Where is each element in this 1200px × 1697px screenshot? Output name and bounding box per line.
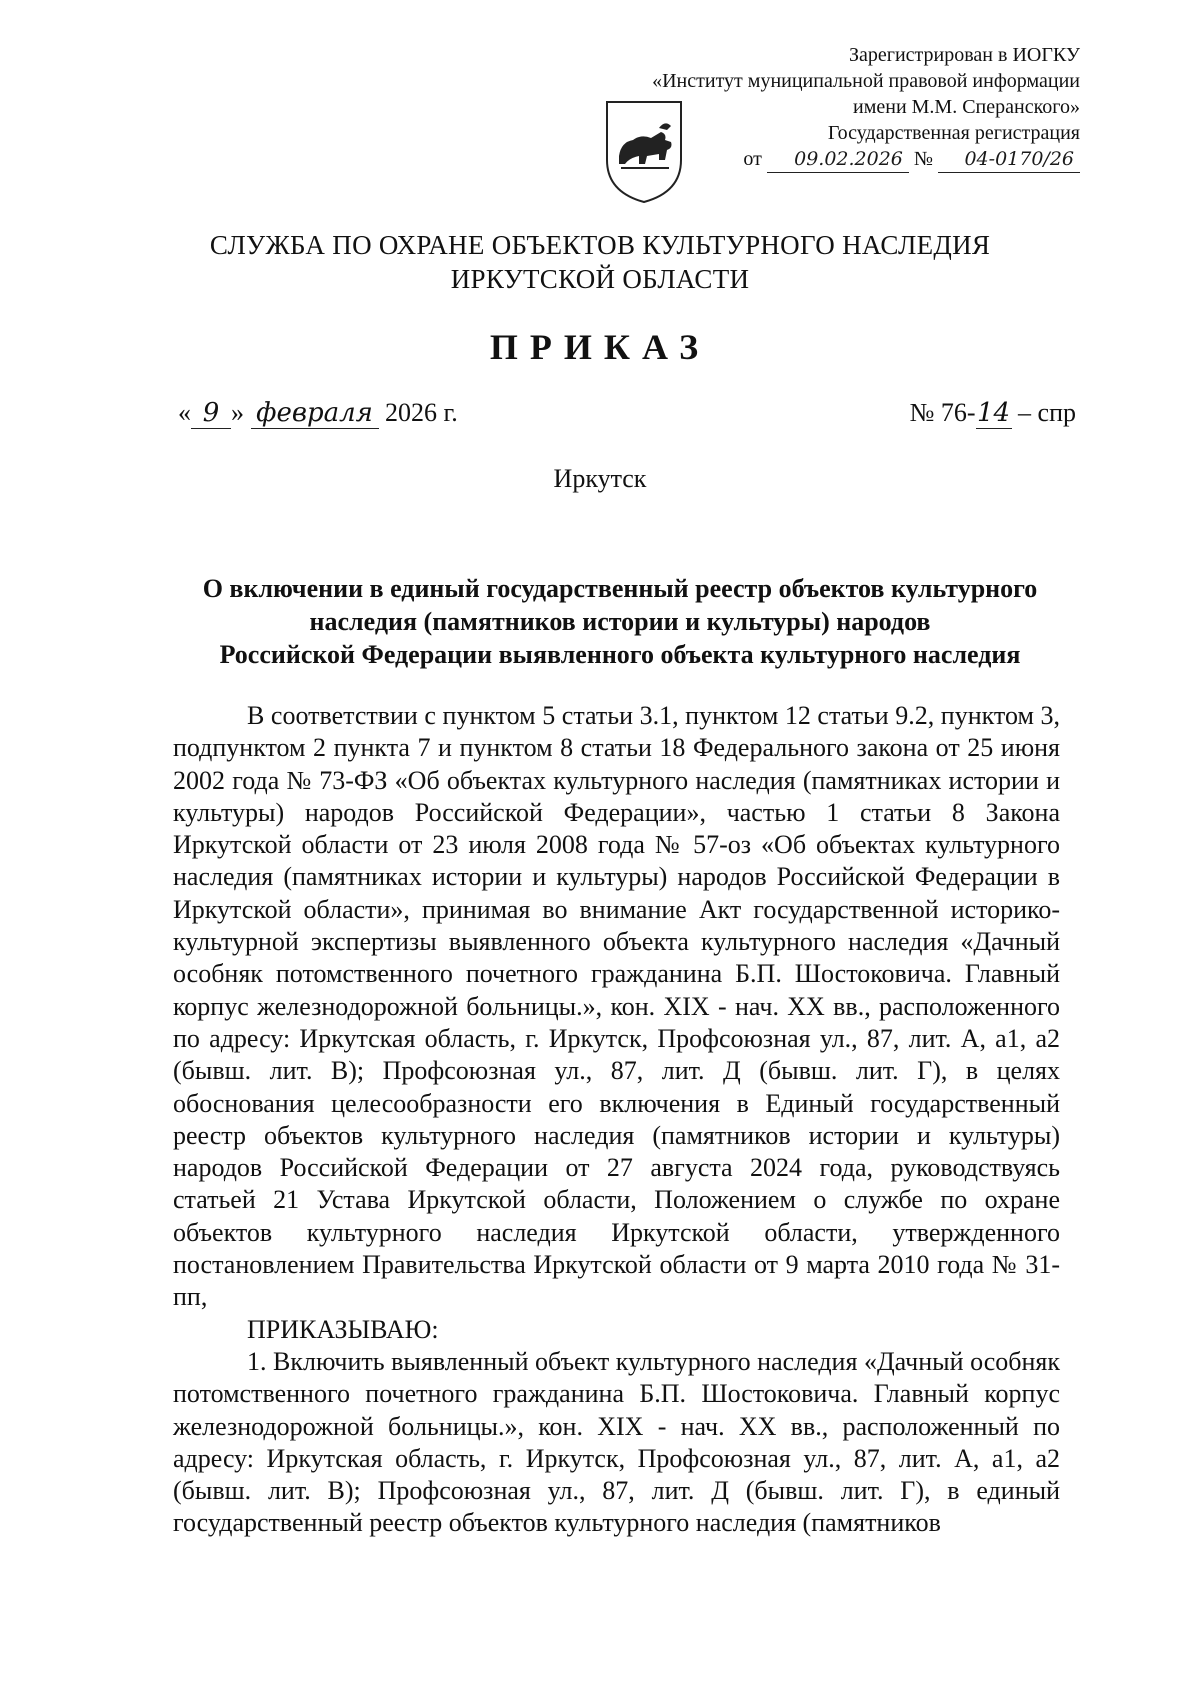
order-item-1: 1. Включить выявленный объект культурного наследия «Дачный особняк потомственного почетного гражданина Б.П. Шостоковича. Главный корпус железнодорожной больницы.», кон. XIX - нач. XX вв., расположенный по адресу: Иркутская область, г. Иркутск, Профсоюзная ул., 87, лит. А, а1, а2 (бывш. лит. В); Профсоюзная ул., 87, лит. Д (бывш. лит. Г), в единый государственный реестр объектов культурного наследия (памятников xyxy=(173,1346,1060,1538)
irkutsk-coat-of-arms-icon xyxy=(601,98,687,206)
registration-line-1: Зарегистрирован в ИОГКУ xyxy=(849,44,1080,66)
registration-line-3: имени М.М. Сперанского» xyxy=(853,96,1080,118)
subject-line-1: О включении в единый государственный реестр объектов культурного xyxy=(202,574,1038,603)
registration-from-label: от xyxy=(743,148,762,170)
number-suffix: – спр xyxy=(1018,398,1076,427)
order-date xyxy=(178,398,458,429)
agency-name xyxy=(0,228,1200,296)
registration-line-4: Государственная регистрация xyxy=(827,122,1080,144)
city-name: Иркутск xyxy=(553,464,647,493)
document-type-title: ПРИКАЗ xyxy=(489,327,711,367)
number-handwritten: 14 xyxy=(976,398,1011,428)
date-close-quote: » xyxy=(231,398,244,427)
subject-line-2: наследия (памятников истории и культуры) народов xyxy=(309,607,931,636)
registration-line-2: «Институт муниципальной правовой информации xyxy=(652,70,1080,92)
registration-date-handwritten: 09.02.2026 xyxy=(767,146,909,173)
order-directive-word: ПРИКАЗЫВАЮ: xyxy=(247,1314,439,1344)
registration-number-label: № xyxy=(913,148,933,170)
order-number xyxy=(910,398,1076,429)
number-prefix: № 76- xyxy=(909,398,976,427)
date-month-handwritten: февраля xyxy=(251,398,379,429)
registration-number-handwritten: 04-0170/26 xyxy=(938,146,1080,173)
order-subject xyxy=(180,572,1060,671)
preamble-paragraph: В соответствии с пунктом 5 статьи 3.1, пунктом 12 статьи 9.2, пунктом 3, подпунктом 2 пункта 7 и пунктом 8 статьи 18 Федерального закона от 25 июня 2002 года № 73-ФЗ «Об объектах культурного наследия (памятниках истории и культуры) народов Российской Федерации», частью 1 статьи 8 Закона Иркутской области от 23 июля 2008 года № 57-оз «Об объектах культурного наследия (памятниках истории и культуры) народов Российской Федерации в Иркутской области», принимая во внимание Акт государственной историко-культурной экспертизы выявленного объекта культурного наследия «Дачный особняк потомственного почетного гражданина Б.П. Шостоковича. Главный корпус железнодорожной больницы.», кон. XIX - нач. XX вв., расположенного по адресу: Иркутская область, г. Иркутск, Профсоюзная ул., 87, лит. А, а1, а2 (бывш. лит. В); Профсоюзная ул., 87, лит. Д (бывш. лит. Г), в целях обоснования целесообразности его включения в Единый государственный реестр объектов культурного наследия (памятников истории и культуры) народов Российской Федерации от 27 августа 2024 года, руководствуясь статьей 21 Устава Иркутской области, Положением о службе по охране объектов культурного наследия Иркутской области, утвержденного постановлением Правительства Иркутской области от 9 марта 2010 года № 31-пп, xyxy=(173,701,1060,1312)
order-body xyxy=(173,700,1060,1540)
agency-name-line-1: СЛУЖБА ПО ОХРАНЕ ОБЪЕКТОВ КУЛЬТУРНОГО НАСЛЕДИЯ xyxy=(209,230,991,260)
date-year: 2026 г. xyxy=(385,398,458,427)
date-open-quote: « xyxy=(178,398,191,427)
subject-line-3: Российской Федерации выявленного объекта культурного наследия xyxy=(219,640,1021,669)
agency-name-line-2: ИРКУТСКОЙ ОБЛАСТИ xyxy=(450,264,750,294)
date-day-handwritten: 9 xyxy=(191,398,231,429)
